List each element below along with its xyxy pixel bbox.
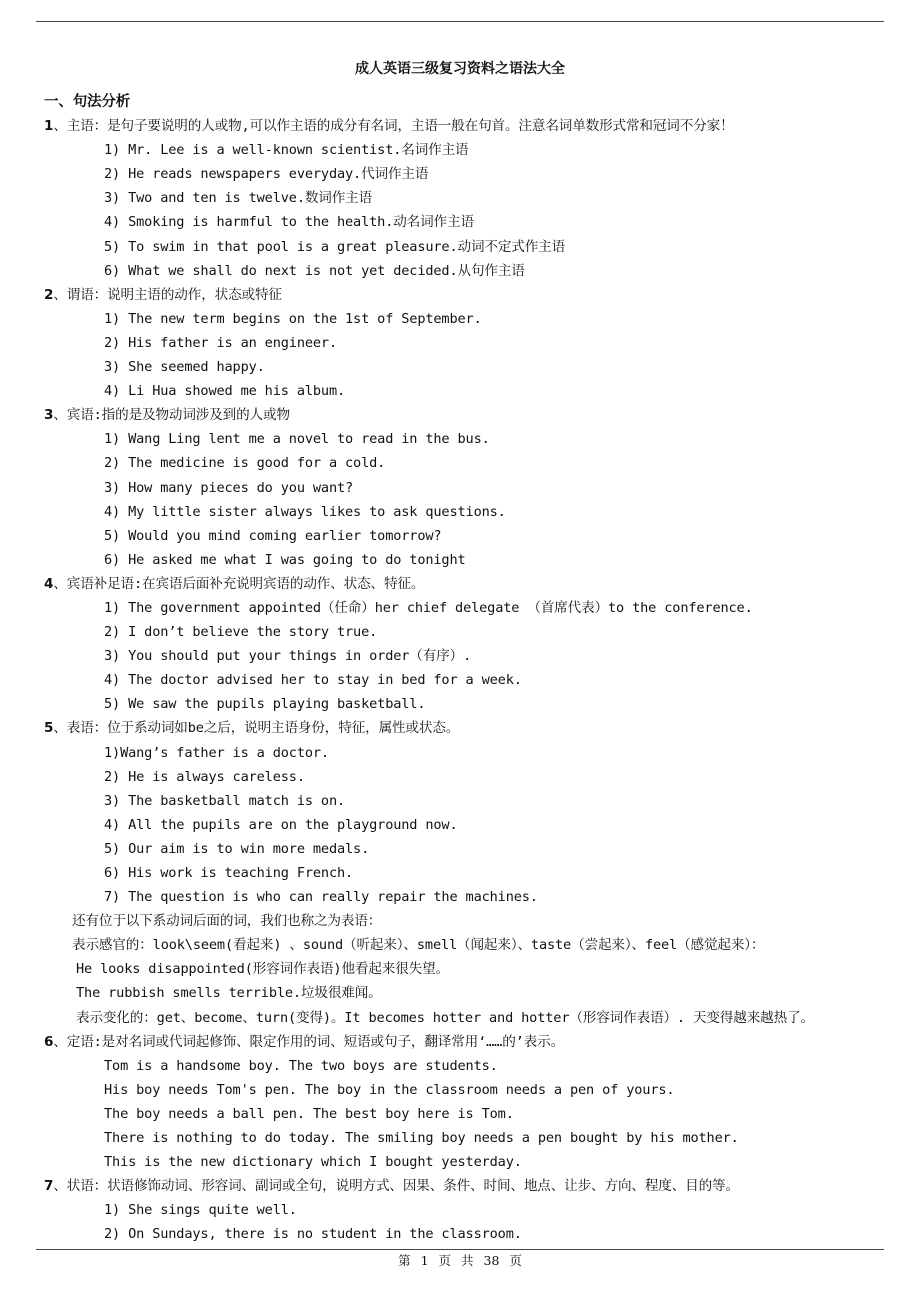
example-sentence: The boy needs a ball pen. The best boy here is Tom. [104, 1105, 514, 1122]
subsection-number: 1 [44, 118, 54, 135]
example-item: 5) Would you mind coming earlier tomorrow? [104, 527, 442, 544]
explanation-note: 表示变化的：get、become、turn(变得)。It becomes hotter and hotter（形容词作表语）. 天变得越来越热了。 [76, 1009, 814, 1026]
section-heading: 一、句法分析 [44, 94, 131, 110]
subsection-text: 、宾语补足语:在宾语后面补充说明宾语的动作、状态、特征。 [53, 575, 425, 592]
subsection-text: 、状语：状语修饰动词、形容词、副词或全句，说明方式、因果、条件、时间、地点、让步、方向、程度、目的等。 [53, 1178, 739, 1195]
subsection-number: 3 [44, 407, 54, 424]
subsection-text: 、主语：是句子要说明的人或物,可以作主语的成分有名词，主语一般在句首。注意名词单数形式常和冠词不分家！ [53, 118, 734, 135]
example-item: 1) Mr. Lee is a well-known scientist.名词作主语 [104, 142, 469, 159]
subsection-number: 2 [44, 286, 54, 303]
example-item: 4) All the pupils are on the playground now. [104, 816, 458, 833]
footer-total-label: 共 [461, 1253, 474, 1268]
example-item: 6) He asked me what I was going to do tonight [104, 551, 466, 568]
example-item: 3) You should put your things in order（有序）. [104, 648, 472, 665]
example-item: 3) How many pieces do you want? [104, 479, 354, 496]
example-item: 2) His father is an engineer. [104, 334, 337, 351]
example-item: 6) His work is teaching French. [104, 865, 354, 881]
explanation-note: The rubbish smells terrible.垃圾很难闻。 [76, 985, 382, 1002]
example-item: 1) The new term begins on the 1st of September. [104, 310, 482, 327]
subsection-heading [0, 114, 920, 138]
header-rule [36, 21, 884, 22]
example-item: 3) She seemed happy. [104, 359, 265, 376]
example-sentence: There is nothing to do today. The smiling boy needs a pen bought by his mother. [104, 1130, 739, 1147]
subsection-text: 、宾语:指的是及物动词涉及到的人或物 [53, 407, 290, 424]
footer-total-number: 38 [483, 1253, 500, 1268]
subsection-text: 、谓语：说明主语的动作，状态或特征 [53, 286, 282, 303]
subsection-heading [0, 716, 920, 740]
footer-rule [36, 1249, 884, 1250]
example-item: 2) I don’t believe the story true. [104, 624, 378, 641]
subsection-number: 7 [44, 1178, 54, 1195]
subsection-number: 6 [44, 1033, 54, 1050]
footer-page-label: 第 [398, 1253, 411, 1268]
subsection-heading [0, 572, 920, 596]
example-item: 2) On Sundays, there is no student in the classroom. [104, 1226, 522, 1243]
page-footer [0, 1252, 920, 1270]
footer-total-word: 页 [509, 1253, 522, 1268]
example-item: 2) The medicine is good for a cold. [104, 455, 386, 472]
subsection-number: 5 [44, 720, 54, 737]
page-title: 成人英语三级复习资料之语法大全 [355, 61, 565, 77]
example-item: 2) He is always careless. [104, 768, 305, 785]
document-body [0, 90, 920, 1247]
example-item: 2) He reads newspapers everyday.代词作主语 [104, 166, 429, 183]
example-item: 1) She sings quite well. [104, 1202, 297, 1219]
footer-page-number: 1 [420, 1253, 429, 1268]
example-item: 5) Our aim is to win more medals. [104, 840, 370, 857]
example-item: 3) Two and ten is twelve.数词作主语 [104, 190, 373, 207]
subsection-heading [0, 1030, 920, 1054]
example-item: 3) The basketball match is on. [104, 792, 346, 809]
example-item: 4) My little sister always likes to ask questions. [104, 503, 506, 520]
subsection-heading [0, 1174, 920, 1198]
explanation-note: 还有位于以下系动词后面的词，我们也称之为表语： [72, 913, 382, 930]
example-sentence: His boy needs Tom's pen. The boy in the classroom needs a pen of yours. [104, 1081, 675, 1098]
example-item: 1) Wang Ling lent me a novel to read in the bus. [104, 431, 490, 448]
explanation-note: 表示感官的：look\seem(看起来) 、sound（听起来）、smell（闻起来）、taste（尝起来）、feel（感觉起来）： [72, 937, 765, 954]
example-item: 1)Wang’s father is a doctor. [104, 744, 329, 761]
explanation-note: He looks disappointed(形容词作表语)他看起来很失望。 [76, 961, 449, 978]
example-item: 5) We saw the pupils playing basketball. [104, 696, 426, 713]
example-item: 4) The doctor advised her to stay in bed for a week. [104, 672, 522, 689]
example-item: 4) Smoking is harmful to the health.动名词作主语 [104, 214, 474, 231]
subsection-text: 、表语：位于系动词如be之后，说明主语身份，特征，属性或状态。 [53, 720, 460, 737]
example-item: 4) Li Hua showed me his album. [104, 383, 346, 400]
example-item: 5) To swim in that pool is a great pleasure.动词不定式作主语 [104, 238, 566, 255]
example-item: 1) The government appointed（任命）her chief delegate （首席代表）to the conference. [104, 599, 753, 616]
subsection-number: 4 [44, 575, 54, 592]
footer-page-word: 页 [438, 1253, 452, 1268]
example-sentence: This is the new dictionary which I bought yesterday. [104, 1154, 522, 1171]
example-item: 6) What we shall do next is not yet decided.从句作主语 [104, 262, 525, 279]
subsection-heading [0, 283, 920, 307]
subsection-text: 、定语:是对名词或代词起修饰、限定作用的词、短语或句子，翻译常用‘……的’表示。 [53, 1033, 565, 1050]
example-item: 7) The question is who can really repair the machines. [104, 889, 538, 906]
subsection-heading [0, 403, 920, 427]
example-sentence: Tom is a handsome boy. The two boys are students. [104, 1057, 498, 1074]
